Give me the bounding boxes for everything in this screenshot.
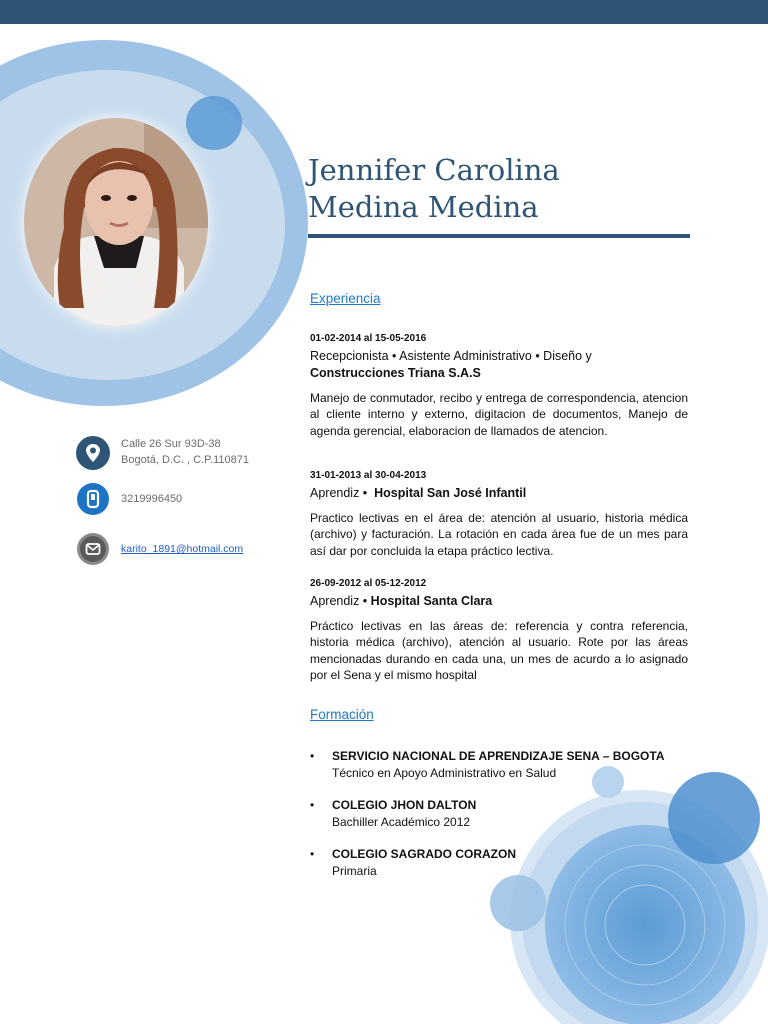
experience-description: Práctico lectivas en las áreas de: referencia y contra referencia, historia médica (archivo), atención al usuario. Rote por las áreas mencionadas durando en cada una, un mes de acurdo a lo asignado por el Sena y el mismo hospital bbox=[310, 618, 688, 682]
experience-description: Manejo de conmutador, recibo y entrega de correspondencia, atencion al cliente interno y externo, digitacion de documentos, Manejo de agenda gerencial, elaboracion de llamados de atencion. bbox=[310, 390, 688, 438]
education-school: COLEGIO JHON DALTON bbox=[332, 798, 477, 812]
experience-role bbox=[310, 485, 688, 502]
experience-role-line1: Recepcionista • Asistente Administrativo • Diseño y bbox=[310, 348, 592, 363]
experience-date: 31-01-2013 al 30-04-2013 bbox=[310, 470, 427, 481]
experience-date: 26-09-2012 al 05-12-2012 bbox=[310, 578, 427, 589]
bullet-icon: • bbox=[310, 749, 315, 763]
name-divider bbox=[308, 234, 690, 238]
education-heading: Formación bbox=[310, 707, 374, 722]
email-icon bbox=[76, 532, 110, 566]
profile-photo-illustration bbox=[24, 118, 208, 326]
experience-role bbox=[310, 348, 688, 382]
experience-role bbox=[310, 593, 688, 610]
experience-heading: Experiencia bbox=[310, 291, 381, 306]
phone-icon bbox=[76, 482, 110, 516]
experience-date: 01-02-2014 al 15-05-2016 bbox=[310, 333, 427, 344]
education-degree: Técnico en Apoyo Administrativo en Salud bbox=[332, 765, 557, 780]
decorative-circles-bottom bbox=[480, 760, 768, 1024]
address-line1: Calle 26 Sur 93D-38 bbox=[121, 438, 221, 450]
experience-company: Hospital San José Infantil bbox=[374, 485, 527, 500]
phone-number: 3219996450 bbox=[121, 493, 183, 505]
experience-role-title: Aprendiz • bbox=[310, 485, 368, 500]
decorative-circle-small bbox=[186, 96, 242, 150]
experience-item bbox=[310, 468, 688, 567]
education-degree: Bachiller Académico 2012 bbox=[332, 814, 471, 829]
education-school: SERVICIO NACIONAL DE APRENDIZAJE SENA – BOGOTA bbox=[332, 749, 665, 763]
education-school: COLEGIO SAGRADO CORAZON bbox=[332, 847, 517, 861]
profile-photo bbox=[24, 118, 208, 326]
experience-role-title: Aprendiz • bbox=[310, 593, 368, 608]
experience-company: Construcciones Triana S.A.S bbox=[310, 365, 481, 380]
address-line2: Bogotá, D.C. , C.P.110871 bbox=[121, 454, 250, 466]
candidate-name bbox=[308, 152, 560, 226]
bullet-icon: • bbox=[310, 847, 315, 861]
experience-item bbox=[310, 576, 688, 692]
candidate-name-line1: Jennifer Carolina bbox=[308, 153, 560, 187]
candidate-name-line2: Medina Medina bbox=[308, 190, 539, 224]
top-header-bar bbox=[0, 0, 768, 24]
email-link[interactable]: karito_1891@hotmail.com bbox=[121, 543, 244, 555]
location-pin-icon bbox=[76, 436, 110, 470]
experience-item bbox=[310, 331, 688, 447]
education-degree: Primaria bbox=[332, 863, 377, 878]
experience-company: Hospital Santa Clara bbox=[370, 593, 493, 608]
bullet-icon: • bbox=[310, 798, 315, 812]
experience-description: Practico lectivas en el área de: atención al usuario, historia médica (archivo) y facturación. La rotación en cada área fue de un mes para así dar por concluida la etapa práctico lectiva. bbox=[310, 510, 688, 558]
